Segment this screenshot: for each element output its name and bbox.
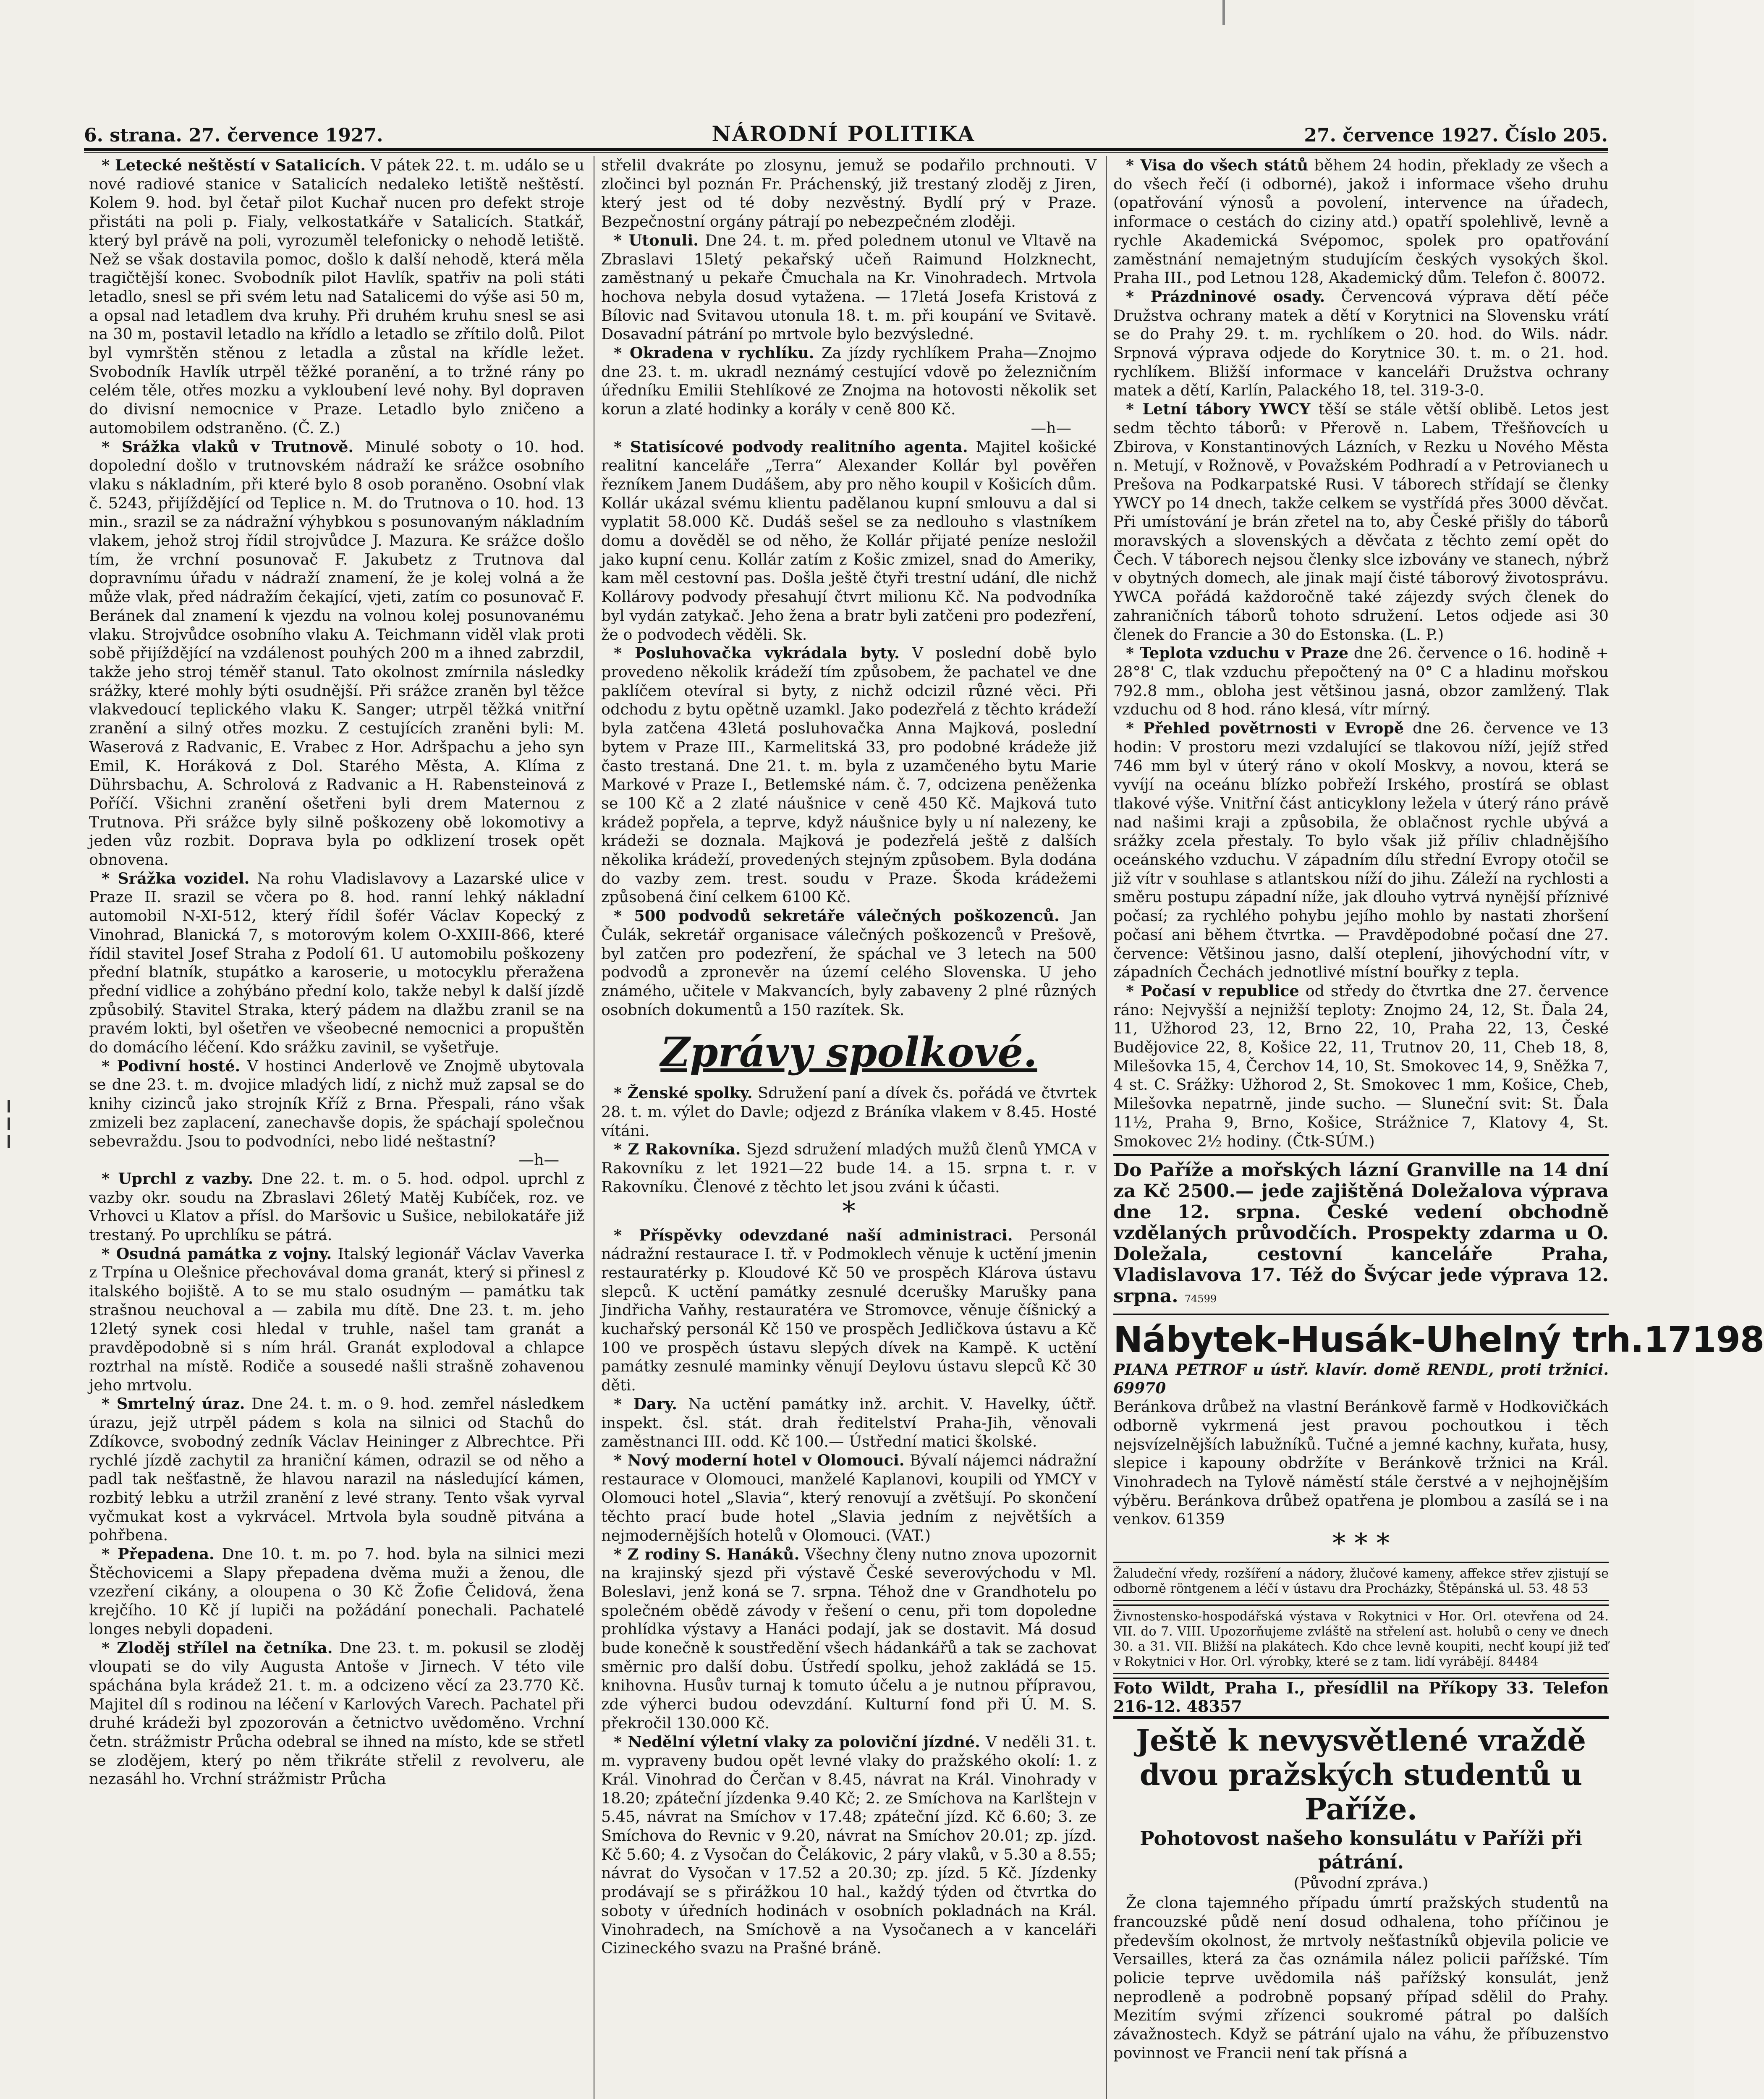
- column-2: [601, 156, 1097, 2099]
- news-item-text: Že clona tajemného případu úmrtí pražských studentů na francouzské půdě není dosud odhalena, toho příčinou je především okolnost, že mrtvoly nešťastníků objevila policie ve Versailles, která za čas oznámila nález policii pařížské. Tím policie teprve uvědomila náš pařížský konsulát, jenž neprodleně a podrobně popsaný případ sdělil do Prahy. Mezitím svými zřízenci soukromé pátral po dalších závažnostech. Když se pátrání ujalo na váhu, že příbuzenstvo povinnost ve Francii není tak přísná a: [1113, 1894, 1609, 2062]
- news-item-text: Sjezd sdružení mladých mužů členů YMCA v Rakovníku z let 1921—22 bude 14. a 15. srpna t. r. v Rakovníku. Členové z těchto let jsou zváni k účasti.: [601, 1140, 1097, 1196]
- news-item: [601, 438, 1097, 644]
- header-left: 6. strana. 27. července 1927.: [84, 125, 383, 146]
- news-item-headline: * Statisícové podvody realitního agenta.: [614, 437, 968, 456]
- ad-text: Do Paříže a mořských lázní Granville na 14 dní za Kč 2500.— jede zajištěná Doležalova výprava dne 12. srpna. České vedení obchodně vzdělaných průvodčích. Prospekty zdarma u O. Doležala, cestovní kanceláře Praha, Vladislavova 17. Též do Švýcar jede výprava 12. srpna.: [1113, 1159, 1609, 1307]
- news-item-text: od středy do čtvrtka dne 27. července ráno: Nejvyšší a nejnižší teploty: Znojmo 24, 12, St. Ďala 24, 11, Užhorod 23, 12, Brno 22, 10, Praha 22, 13, České Budějovice 22, 8, Košice 22, 11, Trutnov 20, 11, Cheb 18, 8, Milešovka 15, 4, Čerchov 14, 10, St. Smokovec 14, 9, Sněžka 7, 4 st. C. Srážky: Užhorod 2, St. Smokovec 1 mm, Košice, Cheb, Milešovka nepatrně, jinde sucho. — Sluneční svit: St. Ďala 11½, Praha 9, Brno, Košice, Strážnice 7, Klatovy 4, St. Smokovec 2½ hodiny. (Čtk-SÚM.): [1113, 981, 1609, 1150]
- news-item-headline: * 500 podvodů sekretáře válečných poškozenců.: [614, 907, 1060, 925]
- news-item-text: dne 26. července o 16. hodině + 28°8' C, tlak vzduchu přepočtený na 0° C a hladinu mořskou 792.8 mm., obloha jest většinou jasná, obzor zamlžený. Tlak vzduchu od 8 hod. ráno klesá, vítr mírný.: [1113, 644, 1609, 719]
- news-item-text: Dne 23. t. m. pokusil se zloděj vloupati se do vily Augusta Antoše v Jirnech. V této vile spáchána byla krádež 21. t. m. a odcizeno věcí za 23.770 Kč. Majitel díl s rodinou na léčení v Karlových Varech. Pachatel při druhé krádeži byl zpozorován a četnictvo uvědoměno. Vrchní četn. strážmistr Průcha odebral se ihned na místo, kde se střetl se zlodějem, který po něm třikráte střelil z revolveru, ale nezasáhl ho. Vrchní strážmistr Průcha: [89, 1638, 584, 1788]
- news-item: [1113, 156, 1609, 288]
- news-item-text: Dne 24. t. m. před polednem utonul ve Vltavě na Zbraslavi 15letý pekařský učeň Raimund Holzknecht, zaměstnaný u pekaře Čmuchala na Kr. Vinohradech. Mrtvola hochova nebyla dosud vytažena. — 17letá Josefa Kristová z Bílovic nad Svitavou utonula 18. t. m. při koupání ve Svitavě. Dosavadní pátrání po mrtvole bylo bezvýsledné.: [601, 231, 1097, 343]
- news-item-text: Jan Čulák, sekretář organisace válečných poškozenců v Prešově, byl zatčen pro podezření, že spáchal ve 3 letech na 500 podvodů a zpronevěr na území celého Slovenska. U jeho známého, učitele v Makvancích, byly zabaveny 2 plné různých osobních dokumentů a 150 razítek. Sk.: [601, 907, 1097, 1019]
- ad-number: 48357: [1186, 1697, 1242, 1716]
- news-item-text: Personál nádražní restaurace I. tř. v Podmoklech věnuje k uctění jmenin restauratérky p. Kloudové Kč 50 ve prospěch Klárova ústavu slepců. K uctění památky zesnulé dcerušky Marušky pana Jindřicha Vaňhy, restauratéra ve Stromovce, věnuje číšnický a kuchařský personál Kč 150 ve prospěch Jedličkova ústavu a Kč 100 ve prospěch ústavu slepých dívek na Kampě. K uctění památky zesnulé maminky věnují Deylovu ústavu slepců Kč 30 děti.: [601, 1226, 1097, 1395]
- news-item-text: Majitel košické realitní kanceláře „Terra“ Alexander Kollár byl pověřen řezníkem Janem Dudášem, aby pro něho koupil v Košicích dům. Kollár ukázal svému klientu padělanou kupní smlouvu a dal si vyplatit 58.000 Kč. Dudáš sešel se za nedlouho s vlastníkem domu a dověděl se od něho, že Kollár přijaté peníze nesložil jako kupní cenu. Kollár zatím z Košic zmizel, snad do Ameriky, kam měl cestovní pas. Došla ještě čtyři trestní udání, dle nichž Kollárovy podvody přesahují čtvrt milionu Kč. Na podvodníka byl vydán zatykač. Jeho žena a bratr byli zatčeni pro podezření, že o podvodech věděli. Sk.: [601, 437, 1097, 644]
- news-item-text: Bývalí nájemci nádražní restaurace v Olomouci, manželé Kaplanovi, koupili od YMCY v Olomouci hotel „Slavia“, který renovují a zvětšují. Po skončení těchto prací bude hotel „Slavia jedním z největších a nejmodernějších hotelů v Olomouci. (VAT.): [601, 1451, 1097, 1544]
- news-item-headline: * Nový moderní hotel v Olomouci.: [614, 1451, 905, 1469]
- page-header: [84, 113, 1608, 146]
- news-item: [1113, 644, 1609, 719]
- news-item-headline: * Přehled povětrnosti v Evropě: [1126, 719, 1404, 738]
- news-item-headline: * Srážka vlaků v Trutnově.: [102, 437, 354, 456]
- news-item: [601, 1395, 1097, 1451]
- news-item-text: V hostinci Anderlově ve Znojmě ubytovala se dne 23. t. m. dvojice mladých lidí, z nichž muž zapsal se do knihy cizinců jako strojník Kříž z Brna. Přespali, ráno však zmizeli bez zaplacení, zanechavše dopis, že spáchají společnou sebevraždu. Jsou to podvodníci, nebo lidé neštastní?: [89, 1057, 584, 1150]
- news-item-text: Na uctění památky inž. archit. V. Havelky, účtř. inspekt. čsl. stát. drah ředitelství Praha-Jih, věnovali zaměstnanci III. odd. Kč 100.— Ústřední matici školské.: [601, 1395, 1097, 1451]
- news-item-headline: * Smrtelný úraz.: [102, 1395, 245, 1413]
- section-heading: Zprávy spolkové.: [660, 1029, 1037, 1076]
- author-signature: —h—: [1031, 419, 1071, 437]
- news-item-headline: * Podivní hosté.: [102, 1057, 241, 1075]
- news-item-headline: * Srážka vozidel.: [102, 869, 250, 887]
- ad-headline: Nábytek-Husák-Uhelný trh.: [1113, 1319, 1644, 1361]
- news-item: [89, 1639, 584, 1789]
- news-item: [601, 344, 1097, 419]
- ad-text: Foto Wildt, Praha I., přesídlil na Příkopy 33. Telefon 216-12.: [1113, 1678, 1609, 1716]
- news-item-text: Sdružení paní a dívek čs. pořádá ve čtvrtek 28. t. m. výlet do Davle; odjezd z Bráníka vlakem v 8.45. Hosté vítáni.: [601, 1084, 1097, 1140]
- news-item-headline: * Ženské spolky.: [614, 1084, 753, 1102]
- news-item: [89, 1395, 584, 1545]
- news-item-headline: * Dary.: [614, 1395, 677, 1413]
- news-item: [1113, 400, 1609, 644]
- news-item-text: Za jízdy rychlíkem Praha—Znojmo dne 23. t. m. ukradl neznámý cestující vdově po železničním úředníku Emilii Stehlíkové ze Znojma na hotovosti několik set korun a zlaté hodinky a korály v ceně 800 Kč.: [601, 344, 1097, 419]
- photo-studio-advertisement: [1113, 1678, 1609, 1717]
- news-item-text: V neděli 31. t. m. vypraveny budou opět levné vlaky do pražského okolí: 1. z Král. Vinohrad do Čerčan v 8.45, návrat na Král. Vinohrady v 18.20; zpáteční jízdenka 9.40 Kč; 2. ze Smíchova na Karlštejn v 5.45, návrat na Smíchov v 17.48; zpáteční jízd. Kč 6.60; 3. ze Smíchova do Revnic v 9.20, návrat na Smíchov 20.01; zp. jízd. Kč 5.60; 4. z Vysočan do Čelákovic, 2 páry vlaků, v 5.30 a 8.55; návrat do Vysočan v 17.52 a 20.30; zp. jízd. 5 Kč. Jízdenky prodávají se s přirážkou 10 hal., každý týden od čtvrtka do soboty v úředních hodinách v osobních pokladnách na Král. Vinohradech, na Smíchově a na Vysočanech a v kanceláři Cizineckého svazu na Prašné bráně.: [601, 1733, 1097, 1958]
- news-item: [1113, 1894, 1609, 2062]
- news-item: [89, 1170, 584, 1245]
- news-item: [601, 1733, 1097, 1958]
- author-signature: —h—: [518, 1151, 559, 1169]
- news-item: [89, 156, 584, 438]
- ad-number: 17198: [1644, 1319, 1764, 1361]
- news-item-headline: * Z rodiny S. Hanáků.: [614, 1545, 800, 1563]
- header-rule: [84, 148, 1608, 151]
- news-item-headline: * Letní tábory YWCY: [1126, 400, 1311, 419]
- section-ornament: * * *: [1332, 1528, 1390, 1560]
- news-item: [1113, 719, 1609, 982]
- binding-marks: [8, 1100, 19, 1159]
- news-item: [601, 231, 1097, 344]
- news-item: [601, 1545, 1097, 1733]
- news-item: [1113, 982, 1609, 1151]
- column-3: [1113, 156, 1764, 2099]
- piano-advertisement: [1113, 1361, 1609, 1398]
- column-1: [89, 156, 584, 2099]
- news-item-text: Italský legionář Václav Vaverka z Trpína u Olešnice přechovával doma granát, který si přinesl z italského bojiště. A to se mu stalo osudným — památku tak strašnou neuchoval a — zabila mu dítě. Dne 23. t. m. jeho 12letý synek cosi hledal v truhle, našel tam granát a pravděpodobně si s ním hrál. Granát explodoval a chlapce roztrhal na místě. Rodiče a sousedé našli strašně zohavenou jeho mrtvolu.: [89, 1244, 584, 1394]
- small-advertisement: Živnostensko-hospodářská výstava v Rokytnici v Hor. Orl. otevřena od 24. VII. do 7. VIII. Upozorňujeme zvláště na střelení ast. holubů o ceny ve dnech 30. a 31. VII. Bližší na plakátech. Kdo chce levně koupiti, nechť koupí již teď v Rokytnici v Hor. Orl. výrobky, které se z tam. lidí vyrábějí. 84484: [1113, 1604, 1609, 1674]
- news-item-text: Dne 24. t. m. o 9. hod. zemřel následkem úrazu, jejž utrpěl pádem s kola na silnici od Stachů do Zdíkovce, svobodný zedník Václav Heininger z Albrechtce. Při rychlé jízdě zachytil za hraniční kámen, odrazil se od něho a padl tak nešťastně, že hlavou narazil na následující kámen, rozbitý lebku a utržil zranění z levé strany. Tento však vyrval vyčmukat kost a vykrvácel. Mrtvola byla soudně pitvána a pohřbena.: [89, 1395, 584, 1544]
- news-item: [601, 1084, 1097, 1140]
- news-item: [601, 156, 1097, 231]
- column-divider-2: [1106, 156, 1107, 2099]
- news-item-headline: * Okradena v rychlíku.: [614, 344, 814, 362]
- news-item: [89, 869, 584, 1057]
- article-source-note: (Původní zpráva.): [1293, 1875, 1429, 1892]
- section-ornament: *: [842, 1196, 856, 1227]
- news-item-text: V pátek 22. t. m. událo se u nové radiové stanice v Satalicích nedaleko letiště neštěstí. Kolem 9. hod. byl četař pilot Kuchař nucen pro defekt stroje přistáti na poli p. Fialy, velkostatkáře v Satalicích. Statkář, který byl právě na poli, vyrozuměl telefonicky o nehodě letiště. Než se však dostavila pomoc, došlo k další nehodě, která měla tragičtější konec. Svobodník pilot Havlík, spatřiv na poli státi letadlo, snesl se při svém letu nad Satalicemi do výše asi 50 m, a opsal nad letadlem dva kruhy. Při druhém kruhu snesl se asi na 30 m, postavil letadlo na křídlo a letadlo se zřítilo dolů. Pilot byl vymrštěn stěnou z letadla a zůstal na křídle ležet. Svobodník Havlík utrpěl těžké poranění, a to tržné rány po celém těle, otřes mozku a vykloubení levé nohy. Byl dopraven do divisní nemocnice v Praze. Letadlo bylo zničeno a automobilem odstraněno. (Č. Z.): [89, 156, 584, 437]
- news-item: [601, 1451, 1097, 1545]
- header-right: 27. července 1927. Číslo 205.: [1304, 125, 1608, 146]
- news-item-text: V poslední době bylo provedeno několik krádeží tím způsobem, že pachatel ve dne paklíčem otevíral si byty, z nichž odcizil různé věci. Při odchodu z bytu opětně uzamkl. Jako podezřelá z těchto krádeží byla zatčena 43letá posluhovačka Anna Majková, poslední bytem v Praze III., Karmelitská 33, pro podobné krádeže již často trestaná. Dne 21. t. m. byla z uzamčeného bytu Marie Markové v Praze I., Betlemské nám. č. 7, odcizena peněženka se 100 Kč a 2 zlaté náušnice v ceně 450 Kč. Majková tuto krádež popřela, a teprve, když náušnice byly u ní nalezeny, ke krádeži se doznala. Majková je podezřelá ještě z dalších několika krádeží, provedených stejným způsobem. Byla dodána do vazby zem. trest. soudu v Praze. Škoda krádežemi způsobená činí celkem 6100 Kč.: [601, 644, 1097, 906]
- article-headline: Ještě k nevysvětlené vraždě dvou pražských studentů u Paříže.: [1113, 1717, 1609, 1827]
- news-item-headline: * Utonuli.: [614, 231, 699, 249]
- travel-advertisement: [1113, 1154, 1609, 1314]
- news-item-text: Beránkova drůbež na vlastní Beránkově farmě v Hodkovičkách odborně vykrmená jest pravou pochoutkou i těch nejsvízelnějších labužníků. Tučné a jemné kachny, kuřata, husy, slepice i kapouny obdržíte v Beránkově tržnici na Král. Vinohradech na Tylově náměstí stále čerstvé a v nejhojnějším výběru. Beránkova drůbež opatřena je plombou a zasílá se i na venkov. 61359: [1113, 1398, 1609, 1528]
- news-item: [601, 1140, 1097, 1196]
- ad-text: PIANA PETROF u ústř. klavír. domě RENDL, proti tržnici.: [1113, 1361, 1609, 1379]
- header-rule-thin: [84, 152, 1608, 153]
- news-item-headline: * Uprchl z vazby.: [102, 1169, 254, 1188]
- news-item-headline: * Osudná památka z vojny.: [102, 1244, 332, 1263]
- masthead: NÁRODNÍ POLITIKA: [712, 121, 976, 146]
- news-item: [1113, 1398, 1609, 1529]
- news-item-headline: * Příspěvky odevzdané naší administraci.: [614, 1226, 1013, 1244]
- news-item-headline: * Zloděj střílel na četníka.: [102, 1638, 333, 1657]
- news-item-text: dne 26. července ve 13 hodin: V prostoru mezi vzdalující se tlakovou níží, jejíž střed 746 mm byl v úterý ráno v okolí Moskvy, a novou, která se vyvíjí na oceánu blízko pobřeží Irského, prostírá se oblast tlakové výše. Vnitřní část anticyklony ležela v úterý ráno právě nad našimi kraji a způsobila, že oblačnost rychle ubývá a srážky zcela přestaly. To bylo však již příliv chladnějšího oceánského vzduchu. V západním dílu střední Evropy otočil se již vítr v souhlase s atlantskou níží do jihu. Záleží na rychlosti a směru postupu západní níže, jak dlouho vytrvá nynější příznivé počasí; za rychlého pohybu jejího mohlo by nastati zhoršení počasí ani během čtvrtka. — Pravděpodobné počasí dne 27. července: Většinou jasno, další oteplení, jihovýchodní vítr, v západních Čechách jednotlivé místní bouřky z tepla.: [1113, 719, 1609, 981]
- news-item-headline: * Posluhovačka vykrádala byty.: [614, 644, 900, 662]
- news-item-headline: * Teplota vzduchu v Praze: [1126, 644, 1349, 662]
- news-item-headline: * Přepadena.: [102, 1545, 215, 1563]
- news-item-text: Všechny členy nutno znova upozornit na krajinský sjezd při výstavě České severovýchodu v Ml. Boleslavi, jenž koná se 7. srpna. Téhož dne v Grandhotelu po společném obědě závody v řešení o cenu, při tom dopoledne prohlídka výstavy a Hanáci podají, jak se dostavit. Má dosud bude konečně k soustředění všech hádankářů a tak se zachovat směrnic pro další dobu. Ústředí spolku, jehož zakládá se 15. knihovna. Husův turnaj k tomuto účelu a je nutnou přípravou, zde výherci budou odevzdání. Kulturní fond při Ú. M. S. překročil 130.000 Kč.: [601, 1545, 1097, 1732]
- scan-edge-mark: [1222, 0, 1225, 25]
- news-item: [1113, 288, 1609, 400]
- news-item: [89, 438, 584, 869]
- news-item-headline: * Nedělní výletní vlaky za poloviční jízdné.: [614, 1733, 980, 1751]
- news-item-headline: * Visa do všech států: [1126, 156, 1309, 174]
- news-item-text: těší se stále větší oblibě. Letos jest sedm těchto táborů: v Přerově n. Labem, Třešňovcích u Zbirova, v Konstantinových Lázních, v Rezku u Nového Města n. Metují, v Rožnově, v Považském Podhradí a v Petrovianech u Prešova na Podkarpatské Rusi. V táborech střídají se členky YWCY po 14 dnech, takže celkem se vystřídá přes 3000 děvčat. Při umístování je brán zřetel na to, aby České přišly do táborů moravských a slovenských a děvčata z těchto zemí opět do Čech. V táborech nejsou členky slce izbovány ve stanech, nýbrž v obytných domech, ale jinak mají čisté táborový životosprávu. YWCA pořádá každoročně také zájezdy svých členek do zahraničních táborů tohoto sdružení. Letos odjede asi 30 členek do Francie a 30 do Estonska. (L. P.): [1113, 400, 1609, 644]
- news-item-text: Dne 22. t. m. o 5. hod. odpol. uprchl z vazby okr. soudu na Zbraslavi 26letý Matěj Kubíček, roz. ve Vrhovci u Klatov a přísl. do Maršovic u Sušice, nebilokatáře již trestaný. Po uprchlíku se pátrá.: [89, 1169, 585, 1244]
- news-item: [89, 1057, 584, 1151]
- news-item-text: během 24 hodin, překlady ze všech a do všech řečí (i odborné), jakož i informace všeho druhu (opatřování výnosů a povolení, intervence na úřadech, informace o cestách do ciziny atd.) opatří spolehlivě, levně a rychle Akademická Svépomoc, spolek pro opatřování zaměstnání nemajetným studujícím českých vysokých škol. Praha III., pod Letnou 128, Akademický dům. Telefon č. 80072.: [1113, 156, 1609, 287]
- news-item-text: Minulé soboty o 10. hod. dopolední došlo v trutnovském nádraží ke srážce osobního vlaku s nákladním, při které bylo 8 osob poraněno. Osobní vlak č. 5243, přijíždějící od Teplice n. M. do Trutnova o 10. hod. 13 min., srazil se za nádražní výhybkou s posunovaným nákladním vlakem, jehož stroj řídil strojvůdce J. Mazura. Ke srážce došlo tím, že vrchní posunovač F. Jakubetz z Trutnova dal dopravnímu úřadu v nádraží znamení, že je kolej volná a že může vlak, před nádražím čekající, vjeti, zatím co posunovač F. Beránek dal znamení k vjezdu na volnou kolej posunovanému vlaku. Strojvůdce osobního vlaku A. Teichmann viděl vlak proti sobě přijíždějící na vzdálenost pouhých 200 m a ihned zabrzdil, takže jeho stroj téměř stanul. Tato okolnost zmírnila následky srážky, které mohly býti osudnější. Při srážce zraněn byl těžce vlakvedoucí teplického vlaku K. Sanger; utrpěl těžká vnitřní zranění a silný otřes mozku. Z cestujících zraněni byli: M. Waserová z Radvanic, E. Vrabec z Hor. Adršpachu a jeho syn Emil, K. Horáková z Dol. Starého Města, A. Klíma z Dührsbachu, A. Schrolová z Radvanic a H. Rabensteinová z Poříčí. Všichni zranění ošetřeni byli drem Maternou z Trutnova. Při srážce byly silně poškozeny obě lokomotivy a jeden vůz rozbit. Doprava byla po odklizení trosek opět obnovena.: [89, 437, 584, 869]
- news-item: [89, 1545, 584, 1639]
- news-item-headline: * Z Rakovníka.: [614, 1140, 741, 1159]
- ad-number: 74599: [1184, 1293, 1217, 1305]
- news-item-text: Na rohu Vladislavovy a Lazarské ulice v Praze II. srazil se včera po 8. hod. ranní lehký nákladní automobil N-XI-512, který řídil šofér Václav Kopecký z Vinohrad, Blanická 7, s motorovým kolem O-XXIII-866, které řídil stavitel Josef Straha z Podolí 61. U automobilu poškozeny přední blatník, stupátko a karoserie, u motocyklu přeražena přední vidlice a zohýbáno přední kolo, takže nebyl k další jízdě způsobilý. Stavitel Straka, který pádem na dlažbu zranil se na pravém lokti, byl ošetřen ve všeobecné nemocnici a propuštěn do domácího léčení. Kdo srážku zavinil, se vyšetřuje.: [89, 869, 585, 1057]
- news-item: [601, 907, 1097, 1019]
- news-item-text: střelil dvakráte po zlosynu, jemuž se podařilo prchnouti. V zločinci byl poznán Fr. Práchenský, již trestaný zloděj z Jiren, který jest od té doby nezvěstný. Bydlí prý v Praze. Bezpečnostní orgány pátrají po nebezpečném zloději.: [601, 156, 1097, 231]
- news-item-headline: * Prázdninové osady.: [1126, 287, 1325, 306]
- furniture-advertisement: [1113, 1314, 1764, 1361]
- small-advertisement: Žaludeční vředy, rozšíření a nádory, žlučové kameny, affekce střev zjistují se odborně röntgenem a léčí v ústavu dra Procházky, Štěpánská ul. 53. 48 53: [1113, 1562, 1609, 1601]
- news-item-text: Dne 10. t. m. po 7. hod. byla na silnici mezi Štěchovicemi a Slapy přepadena dvěma muži a ženou, dle vzezření cikány, a oloupena o 30 Kč Žofie Čelidová, žena krejčího. 10 Kč jí lupiči na požádání ponechali. Pachatelé longes nebyli dopadeni.: [89, 1545, 584, 1638]
- news-item: [601, 1226, 1097, 1395]
- news-item: [601, 644, 1097, 907]
- news-item-headline: * Počasí v republice: [1126, 981, 1299, 1000]
- news-item: [89, 1245, 584, 1395]
- ad-number: 69970: [1113, 1379, 1166, 1398]
- news-item-text: Červencová výprava dětí péče Družstva ochrany matek a dětí v Korytnici na Slovensku vrátí se do Prahy 29. t. m. rychlíkem o 20. hod. do Wils. nádr. Srpnová výprava odjede do Korytnice 30. t. m. o 21. hod. rychlíkem. Bližší informace v kanceláři Družstva ochrany matek a dětí, Karlín, Palackého 18, tel. 319-3-0.: [1113, 287, 1609, 400]
- news-item-headline: * Letecké neštěstí v Satalicích.: [102, 156, 366, 174]
- article-subheadline: Pohotovost našeho konsulátu v Paříži při pátrání.: [1140, 1827, 1582, 1874]
